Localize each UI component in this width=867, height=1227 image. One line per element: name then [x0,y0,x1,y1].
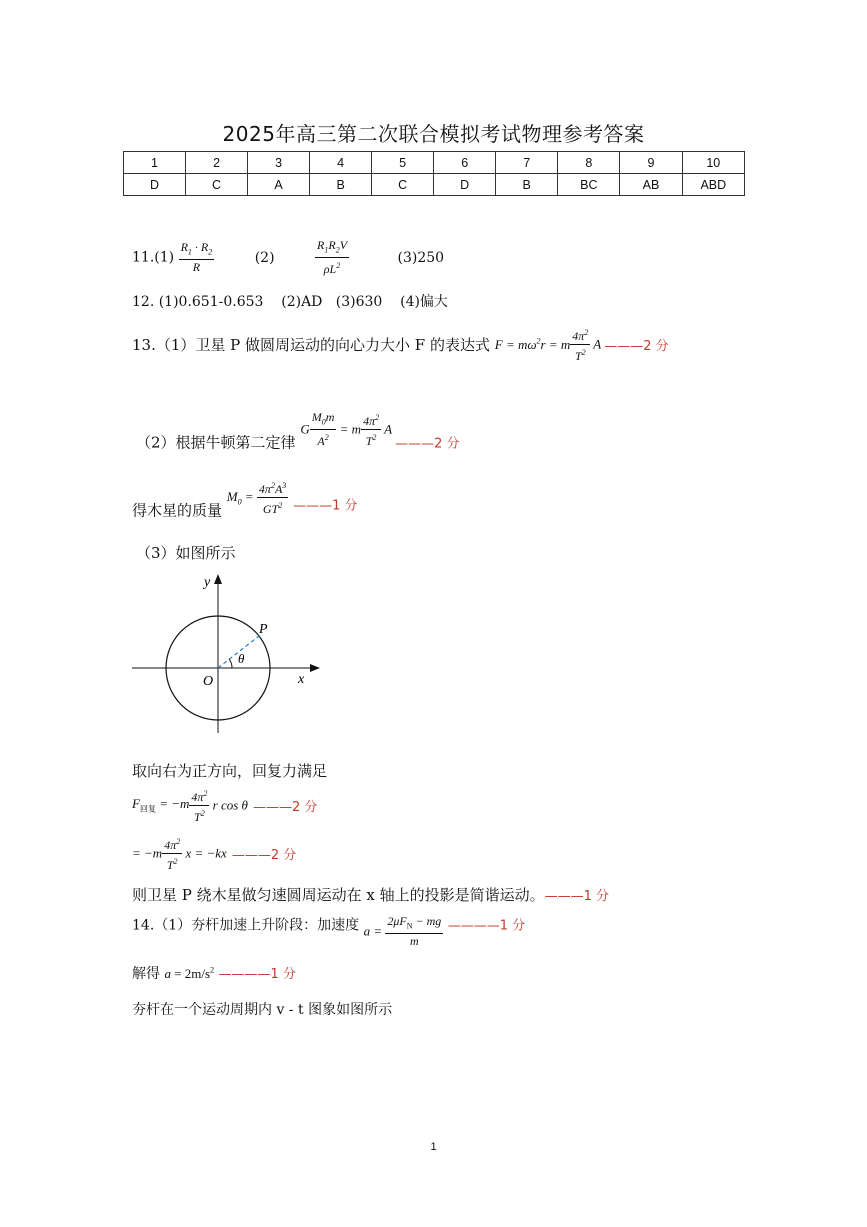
q11-part2-label: (2) [254,249,275,266]
theta-arc [229,659,232,668]
q13-part1-line [132,325,669,364]
q13-mass-m0: $M_0$ = [226,488,257,507]
x-axis-arrow-icon [310,664,320,672]
q14-solve-value: a [164,966,171,981]
circle-diagram [128,565,328,740]
q14-solve-unit: = $2m/s^2$ [170,965,215,981]
table-cell: ABD [682,174,744,196]
q13-formula-1-a: A [590,336,605,352]
q13-mass-line [132,478,357,521]
q13-eq2-line [132,834,296,873]
y-axis-label: y [204,575,211,590]
q13-part2-score: ———2 分 [395,436,460,452]
origin-label: O [203,674,214,689]
q13-conclusion-score: ———1 分 [544,889,610,904]
q13-eq2-lhs: = −m [132,845,163,861]
q14-part1-text: 14.（1）夯杆加速上升阶段：加速度 [132,917,360,934]
q13-formula-1-frac: $\frac{4\pi^2}{T^2}$ [570,325,590,364]
theta-label: θ [238,651,245,666]
q11-formula-2: $\frac{R_1R_2V}{\rho L^2}$ [317,238,348,277]
page-number: 1 [430,1141,437,1153]
q13-eq2-rhs: x = −kx [182,845,227,861]
table-cell: 3 [248,152,310,174]
q13-part2-text: （2）根据牛顿第二定律 [136,433,296,452]
q14-formula-a: a = [363,923,386,939]
q13-conclusion-text: 则卫星 P 绕木星做匀速圆周运动在 x 轴上的投影是简谐运动。 [132,886,545,904]
q13-mass-score: ———1 分 [293,498,358,514]
table-cell: B [496,174,558,196]
table-cell: D [434,174,496,196]
q13-eq1-line [132,786,317,825]
y-axis-arrow-icon [214,574,222,584]
q14-vt-text: 夯杆在一个运动周期内 v - t 图象如图所示 [132,1002,393,1018]
q13-formula-2-frac2: $\frac{4\pi^2}{T^2}$ [361,410,381,449]
table-cell: 1 [124,152,186,174]
table-row [124,152,745,174]
table-cell: 6 [434,152,496,174]
q13-part3-text: （3）如图所示 [136,544,236,562]
table-cell: BC [558,174,620,196]
table-cell: 7 [496,152,558,174]
page-title: 2025年高三第二次联合模拟考试物理参考答案 [222,122,645,146]
table-cell: 8 [558,152,620,174]
table-cell: 9 [620,152,682,174]
q13-formula-2-frac1: $\frac{M_0m}{A^2}$ [311,410,335,449]
q13-part2-line [136,410,459,453]
q13-eq1-lhs: $F_{回复} = -m$ [132,796,190,814]
q14-formula-frac: $\frac{2\mu F_N - mg}{m}$ [387,914,442,949]
point-p-label: P [259,622,268,637]
q14-solve-line [132,963,296,983]
q13-formula-2-g: G [300,421,310,437]
table-row [124,174,745,196]
q13-eq2-frac: $\frac{4\pi^2}{T^2}$ [162,834,182,873]
q11-part3-label: (3)250 [397,249,445,266]
table-cell: 4 [310,152,372,174]
table-cell: A [248,174,310,196]
q13-part1-score: ———2 分 [604,339,669,354]
q12-line: 12. (1)0.651-0.653 (2)AD (3)630 (4)偏大 [132,294,448,310]
q13-eq1-score: ———2 分 [253,800,318,815]
q11-line [132,238,444,277]
q13-eq1-rhs: r cos θ [209,797,248,813]
q13-formula-2-eq: = m [336,421,362,437]
answer-table [123,151,745,196]
table-cell: B [310,174,372,196]
q13-formula-2-a: A [381,421,396,437]
q13-conclusion-line [132,884,609,905]
table-cell: 10 [682,152,744,174]
q13-eq2-score: ———2 分 [231,848,297,863]
table-cell: 5 [372,152,434,174]
q13-direction-text: 取向右为正方向，回复力满足 [132,762,328,780]
table-cell: AB [620,174,682,196]
q13-part1-text: 13.（1）卫星 P 做圆周运动的向心力大小 F 的表达式 [132,336,490,354]
table-cell: 2 [186,152,248,174]
q14-part1-score: ————1 分 [447,918,526,934]
table-cell: C [186,174,248,196]
q13-eq1-frac: $\frac{4\pi^2}{T^2}$ [189,786,209,825]
q13-mass-label: 得木星的质量 [132,501,223,520]
q14-part1-line [132,914,525,949]
q14-solve-score: ————1 分 [218,967,296,982]
q13-formula-1: $F = m\omega^2r = m$ [494,336,571,352]
table-cell: C [372,174,434,196]
x-axis-label: x [298,672,305,687]
q14-solve-text: 解得 [132,966,160,982]
q11-formula-1: $\frac{R_1 \cdot R_2}{R}$ [180,240,213,275]
q13-mass-frac: $\frac{4\pi^2A^3}{GT^2}$ [257,478,288,517]
q11-part1-label: 11.(1) [132,249,175,266]
table-cell: D [124,174,186,196]
